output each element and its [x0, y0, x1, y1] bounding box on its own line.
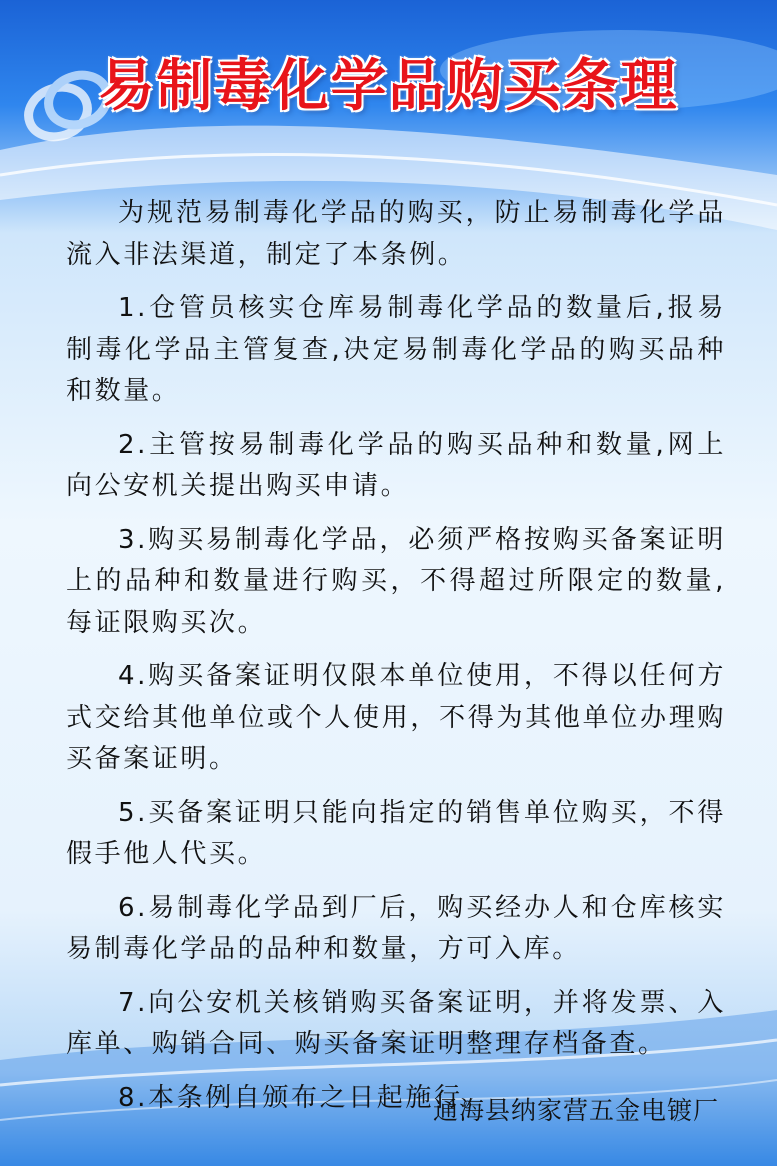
issuer-signature: 通海县纳家营五金电镀厂 — [432, 1096, 719, 1125]
clause-6: 6.易制毒化学品到厂后，购买经办人和仓库核实易制毒化学品的品种和数量，方可入库。 — [66, 892, 726, 964]
clause-2: 2.主管按易制毒化学品的购买品种和数量,网上向公安机关提出购买申请。 — [66, 429, 726, 501]
page-title: 易制毒化学品购买条理 — [98, 54, 679, 119]
clause-8: 8.本条例自颁布之日起施行。 — [118, 1082, 492, 1113]
regulation-body — [66, 193, 726, 1131]
clause-5: 5.买备案证明只能向指定的销售单位购买，不得假手他人代买。 — [66, 797, 726, 869]
clause-7: 7.向公安机关核销购买备案证明，并将发票、入库单、购销合同、购买备案证明整理存档备查。 — [66, 987, 726, 1059]
clause-3: 3.购买易制毒化学品，必须严格按购买备案证明上的品种和数量进行购买，不得超过所限定的数量,每证限购买次。 — [66, 524, 726, 638]
clause-4: 4.购买备案证明仅限本单位使用，不得以任何方式交给其他单位或个人使用，不得为其他单位办理购买备案证明。 — [66, 661, 726, 774]
intro-paragraph: 为规范易制毒化学品的购买，防止易制毒化学品流入非法渠道，制定了本条例。 — [66, 198, 726, 270]
clause-1: 1.仓管员核实仓库易制毒化学品的数量后,报易制毒化学品主管复查,决定易制毒化学品的购买品种和数量。 — [66, 293, 726, 406]
